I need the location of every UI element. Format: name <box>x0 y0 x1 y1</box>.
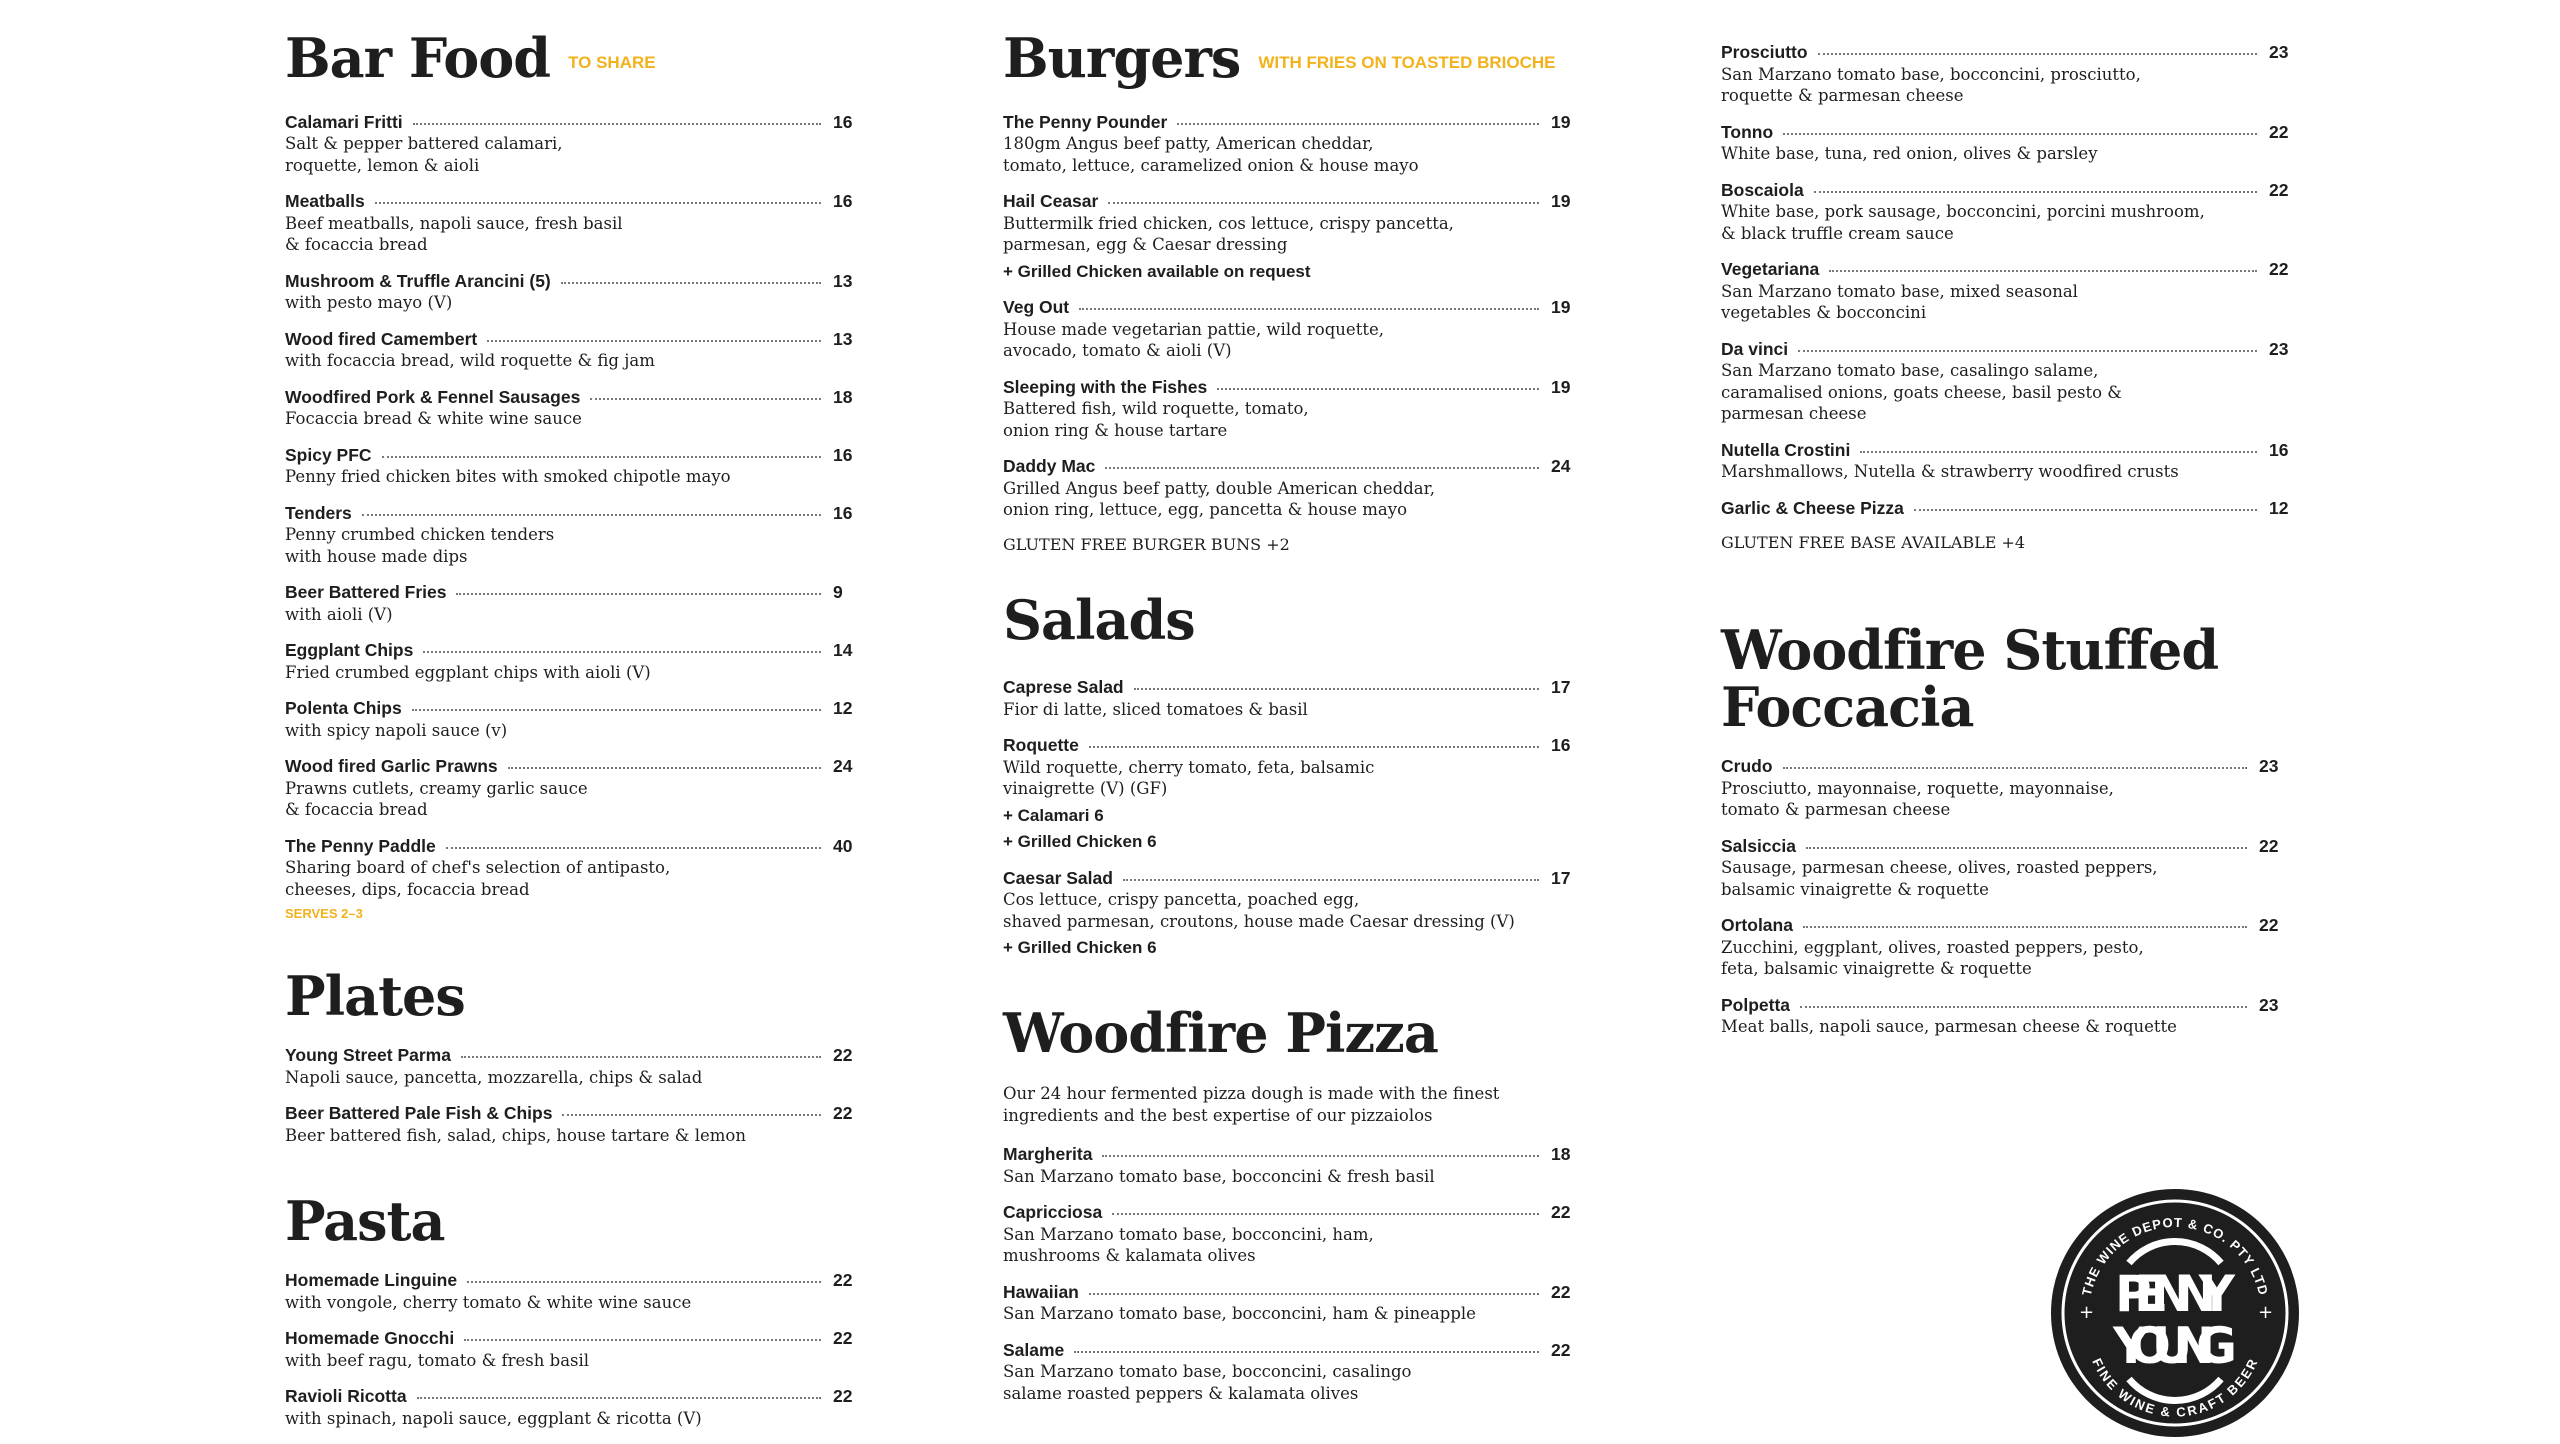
item-name: Nutella Crostini <box>1721 439 1851 460</box>
item-row <box>1003 191 1573 213</box>
section-pizza-continued <box>1721 42 2291 554</box>
dotted-leader <box>464 1339 821 1341</box>
dotted-leader <box>1134 688 1539 690</box>
item-extra: + Grilled Chicken 6 <box>1003 938 1157 957</box>
item-price: 16 <box>833 502 853 523</box>
menu-item <box>1721 42 2291 107</box>
item-price: 14 <box>833 640 853 661</box>
item-name: Meatballs <box>285 191 365 212</box>
item-row <box>1003 677 1573 699</box>
menu-item <box>1721 259 2291 324</box>
menu-item <box>1003 1282 1573 1325</box>
item-name: Spicy PFC <box>285 444 372 465</box>
dotted-leader <box>467 1281 821 1283</box>
menu-item <box>285 836 855 922</box>
item-price: 16 <box>1551 735 1571 755</box>
item-row <box>285 1103 855 1125</box>
menu-item <box>1721 915 2281 980</box>
menu-item <box>285 582 855 625</box>
item-price: 23 <box>2269 42 2289 62</box>
item-description: Focaccia bread & white wine sauce <box>285 409 582 429</box>
item-row <box>285 1270 855 1292</box>
item-description: with beef ragu, tomato & fresh basil <box>285 1350 590 1370</box>
item-name: Mushroom & Truffle Arancini (5) <box>285 270 551 291</box>
section-subtitle: WITH FRIES ON TOASTED BRIOCHE <box>1258 52 1556 72</box>
item-description: Fried crumbed eggplant chips with aioli (V) <box>285 662 651 682</box>
item-row <box>285 1045 855 1067</box>
item-name: Hawaiian <box>1003 1281 1079 1302</box>
item-row <box>1003 735 1573 757</box>
item-description: Napoli sauce, pancetta, mozzarella, chips & salad <box>285 1067 703 1087</box>
item-row <box>1721 440 2291 462</box>
item-extra: + Grilled Chicken available on request <box>1003 261 1311 281</box>
item-name: Ortolana <box>1721 915 1793 935</box>
menu-item <box>285 1328 855 1371</box>
item-description: San Marzano tomato base, bocconcini, ham & pineapple <box>1003 1304 1476 1323</box>
menu-item <box>285 698 855 741</box>
dotted-leader <box>1814 191 2257 193</box>
item-row <box>1003 456 1573 478</box>
menu-item <box>285 112 855 177</box>
item-price: 22 <box>1551 1339 1571 1360</box>
item-row <box>1721 122 2291 144</box>
item-row <box>285 503 855 525</box>
item-price: 19 <box>1551 191 1571 212</box>
item-name: Daddy Mac <box>1003 456 1096 477</box>
menu-item <box>1721 756 2281 821</box>
item-description: San Marzano tomato base, bocconcini, casalingo salame roasted peppers & kalamata olives <box>1003 1362 1412 1403</box>
item-row <box>1721 339 2291 361</box>
menu-item <box>1003 735 1573 853</box>
item-price: 9 <box>833 582 843 603</box>
item-row <box>285 582 855 604</box>
item-description: San Marzano tomato base, bocconcini & fresh basil <box>1003 1166 1435 1186</box>
item-price: 22 <box>1551 1281 1571 1302</box>
penny-young-logo <box>2049 1187 2301 1439</box>
item-description: Buttermilk fried chicken, cos lettuce, crispy pancetta, parmesan, egg & Caesar dressing <box>1003 213 1454 255</box>
item-description: Penny fried chicken bites with smoked chipotle mayo <box>285 467 731 487</box>
item-row <box>1721 915 2281 937</box>
menu-item <box>1003 868 1573 959</box>
item-name: Young Street Parma <box>285 1045 451 1065</box>
dotted-leader <box>1123 879 1539 881</box>
item-extra: + Calamari 6 <box>1003 805 1104 825</box>
item-price: 22 <box>833 1045 853 1065</box>
item-list <box>1721 756 2281 1038</box>
item-description: San Marzano tomato base, mixed seasonal vegetables & bocconcini <box>1721 281 2078 322</box>
item-price: 16 <box>2269 439 2289 460</box>
item-name: Eggplant Chips <box>285 640 414 661</box>
dotted-leader <box>1074 1351 1539 1353</box>
item-row <box>1003 1282 1573 1304</box>
item-row <box>1721 836 2281 858</box>
dotted-leader <box>562 1114 821 1116</box>
item-name: Tonno <box>1721 121 1774 142</box>
item-description: Salt & pepper battered calamari, roquette, lemon & aioli <box>285 134 563 175</box>
item-price: 24 <box>833 756 853 777</box>
item-price: 18 <box>1551 1144 1571 1164</box>
item-row <box>1003 1144 1573 1166</box>
item-row <box>285 445 855 467</box>
item-name: Homemade Linguine <box>285 1270 458 1290</box>
item-price: 16 <box>833 111 853 132</box>
item-description: 180gm Angus beef patty, American cheddar, tomato, lettuce, caramelized onion & house mayo <box>1003 134 1419 175</box>
menu-item <box>1003 191 1573 282</box>
item-price: 22 <box>2269 121 2289 142</box>
menu-item <box>1003 1144 1573 1187</box>
dotted-leader <box>417 1397 821 1399</box>
item-list <box>1003 677 1573 959</box>
item-description: Zucchini, eggplant, olives, roasted peppers, pesto, feta, balsamic vinaigrette & roquette <box>1721 937 2144 978</box>
plus-icon: + <box>2258 1302 2274 1323</box>
menu-item <box>285 1386 855 1429</box>
item-price: 17 <box>1551 867 1571 888</box>
item-name: Margherita <box>1003 1144 1093 1164</box>
dotted-leader <box>456 593 821 595</box>
dotted-leader <box>362 514 821 516</box>
item-description: Prawns cutlets, creamy garlic sauce & focaccia bread <box>285 778 588 820</box>
section-title: Pasta <box>285 1189 445 1253</box>
item-description: Grilled Angus beef patty, double American cheddar, onion ring, lettuce, egg, pancetta & house mayo <box>1003 478 1435 520</box>
section-pizza <box>1003 1003 1573 1419</box>
dotted-leader <box>1102 1155 1539 1157</box>
title-text: Burgers <box>1003 26 1241 90</box>
item-price: 22 <box>1551 1202 1571 1222</box>
item-name: Polpetta <box>1721 994 1791 1015</box>
item-price: 19 <box>1551 376 1571 397</box>
item-row <box>1721 259 2291 281</box>
item-name: Ravioli Ricotta <box>285 1386 407 1406</box>
item-name: Beer Battered Pale Fish & Chips <box>285 1103 553 1123</box>
dotted-leader <box>423 651 821 653</box>
menu-item <box>1721 995 2281 1038</box>
item-serves: SERVES 2–3 <box>285 906 363 922</box>
section-salads <box>1003 590 1573 974</box>
item-row <box>1003 1340 1573 1362</box>
menu-item <box>1721 339 2291 425</box>
dotted-leader <box>413 123 821 125</box>
logo-young: YOUNG <box>2113 1317 2237 1375</box>
dotted-leader <box>1800 1006 2247 1008</box>
dotted-leader <box>412 709 821 711</box>
item-row <box>285 836 855 858</box>
item-price: 22 <box>2269 179 2289 200</box>
item-row <box>285 191 855 213</box>
item-row <box>285 698 855 720</box>
section-subtitle: TO SHARE <box>568 52 656 72</box>
item-name: Salame <box>1003 1339 1065 1360</box>
menu-item <box>1003 1202 1573 1267</box>
item-row <box>1003 112 1573 134</box>
dotted-leader <box>1806 847 2247 849</box>
item-price: 16 <box>833 444 853 465</box>
item-description: Beef meatballs, napoli sauce, fresh basil & focaccia bread <box>285 213 623 255</box>
item-row <box>285 1328 855 1350</box>
dotted-leader <box>1177 123 1539 125</box>
item-description: Battered fish, wild roquette, tomato, onion ring & house tartare <box>1003 399 1309 440</box>
item-list <box>1003 1144 1573 1404</box>
item-price: 40 <box>833 835 853 856</box>
item-name: Calamari Fritti <box>285 111 403 132</box>
item-name: Beer Battered Fries <box>285 582 447 603</box>
dotted-leader <box>487 340 821 342</box>
item-row <box>285 387 855 409</box>
item-price: 13 <box>833 270 853 291</box>
item-name: Prosciutto <box>1721 42 1808 62</box>
title-text: Bar Food <box>285 26 551 90</box>
menu-item <box>1003 112 1573 177</box>
section-title <box>285 28 855 93</box>
item-price: 16 <box>833 191 853 212</box>
dotted-leader <box>461 1056 821 1058</box>
item-description: San Marzano tomato base, casalingo salame, caramalised onions, goats cheese, basil pesto & parmesan cheese <box>1721 361 2122 423</box>
dotted-leader <box>1079 308 1539 310</box>
menu-item <box>285 1270 855 1313</box>
menu-item <box>1003 377 1573 442</box>
menu-item <box>1721 180 2291 245</box>
menu-item <box>285 503 855 568</box>
item-description: with spicy napoli sauce (v) <box>285 720 508 740</box>
item-row <box>285 756 855 778</box>
item-price: 18 <box>833 386 853 407</box>
dotted-leader <box>382 456 821 458</box>
menu-item <box>285 640 855 683</box>
item-name: Sleeping with the Fishes <box>1003 376 1208 397</box>
dotted-leader <box>1818 53 2257 55</box>
item-description: with aioli (V) <box>285 604 393 624</box>
item-name: Garlic & Cheese Pizza <box>1721 497 1904 518</box>
dotted-leader <box>1105 467 1539 469</box>
section-burgers <box>1003 28 1573 556</box>
item-name: Boscaiola <box>1721 179 1804 200</box>
item-name: Da vinci <box>1721 338 1789 359</box>
item-price: 22 <box>2259 835 2279 856</box>
dotted-leader <box>1783 133 2257 135</box>
item-row <box>285 329 855 351</box>
item-list <box>285 112 855 922</box>
item-row <box>1003 1202 1573 1224</box>
item-description: Fior di latte, sliced tomatoes & basil <box>1003 699 1308 719</box>
section-foccacia <box>1721 618 2281 1053</box>
item-price: 23 <box>2259 994 2279 1015</box>
item-description: Penny crumbed chicken tenders with house made dips <box>285 525 555 566</box>
item-description: Meat balls, napoli sauce, parmesan cheese & roquette <box>1721 1017 2177 1036</box>
item-price: 22 <box>2259 915 2279 935</box>
menu-item <box>1003 1340 1573 1405</box>
pizza-intro: Our 24 hour fermented pizza dough is made with the finest ingredients and the best expertise of our pizzaiolos <box>1003 1084 1500 1125</box>
item-row <box>1721 756 2281 778</box>
menu-item <box>285 1103 855 1146</box>
item-price: 12 <box>833 698 853 719</box>
plus-icon: + <box>2079 1302 2095 1323</box>
item-price: 17 <box>1551 677 1571 697</box>
item-name: Roquette <box>1003 735 1079 755</box>
item-row <box>1721 180 2291 202</box>
item-row <box>1721 42 2291 64</box>
menu-item <box>285 1045 855 1088</box>
item-name: The Penny Paddle <box>285 835 436 856</box>
gluten-free-note: GLUTEN FREE BASE AVAILABLE +4 <box>1721 533 2026 552</box>
item-description: House made vegetarian pattie, wild roquette, avocado, tomato & aioli (V) <box>1003 319 1384 361</box>
dotted-leader <box>1112 1213 1539 1215</box>
item-row <box>285 640 855 662</box>
item-description: San Marzano tomato base, bocconcini, prosciutto, roquette & parmesan cheese <box>1721 64 2141 105</box>
item-price: 22 <box>833 1103 853 1123</box>
menu-item <box>285 271 855 314</box>
item-name: Veg Out <box>1003 297 1070 318</box>
item-name: Homemade Gnocchi <box>285 1328 455 1348</box>
dotted-leader <box>561 282 821 284</box>
item-name: Capricciosa <box>1003 1202 1103 1222</box>
item-list <box>285 1045 855 1146</box>
item-row <box>285 112 855 134</box>
dotted-leader <box>508 767 821 769</box>
item-description: with pesto mayo (V) <box>285 293 453 313</box>
menu-item <box>1721 836 2281 901</box>
dotted-leader <box>1089 1293 1539 1295</box>
dotted-leader <box>1108 202 1539 204</box>
item-name: Woodfired Pork & Fennel Sausages <box>285 386 581 407</box>
section-bar-food <box>285 28 855 936</box>
item-description: White base, tuna, red onion, olives & parsley <box>1721 144 2098 163</box>
item-description: with focaccia bread, wild roquette & fig jam <box>285 351 655 371</box>
item-list <box>285 1270 855 1429</box>
item-name: Hail Ceasar <box>1003 191 1099 212</box>
item-name: Vegetariana <box>1721 259 1820 279</box>
dotted-leader <box>1217 388 1539 390</box>
menu-item <box>285 445 855 488</box>
menu-item <box>1721 498 2291 520</box>
item-name: Tenders <box>285 502 352 523</box>
section-title <box>1003 28 1573 93</box>
item-description: Sausage, parmesan cheese, olives, roasted peppers, balsamic vinaigrette & roquette <box>1721 858 2158 899</box>
item-row <box>285 1386 855 1408</box>
menu-item <box>285 387 855 430</box>
item-price: 22 <box>2269 259 2289 279</box>
gluten-free-note: GLUTEN FREE BURGER BUNS +2 <box>1003 534 1290 554</box>
item-name: Caesar Salad <box>1003 867 1113 888</box>
item-description: Beer battered fish, salad, chips, house tartare & lemon <box>285 1125 746 1145</box>
menu-item <box>1003 297 1573 362</box>
item-description: Sharing board of chef's selection of antipasto, cheeses, dips, focaccia bread <box>285 858 671 899</box>
item-description: Marshmallows, Nutella & strawberry woodfired crusts <box>1721 462 2179 481</box>
item-name: Wood fired Camembert <box>285 328 478 349</box>
section-title: Salads <box>1003 588 1195 652</box>
dotted-leader <box>1914 509 2257 511</box>
item-list <box>1003 112 1573 521</box>
dotted-leader <box>446 847 821 849</box>
dotted-leader <box>1089 746 1539 748</box>
item-row <box>285 271 855 293</box>
item-description: with spinach, napoli sauce, eggplant & ricotta (V) <box>285 1408 702 1428</box>
menu-item <box>1721 122 2291 165</box>
item-name: Salsiccia <box>1721 835 1796 856</box>
item-price: 24 <box>1551 456 1571 477</box>
logo-penny: PENNY <box>2115 1265 2235 1323</box>
menu-item <box>285 329 855 372</box>
dotted-leader <box>1798 350 2257 352</box>
section-title: Plates <box>285 964 465 1028</box>
item-price: 22 <box>833 1386 853 1406</box>
item-row <box>1003 377 1573 399</box>
menu-item <box>1003 456 1573 521</box>
item-description: San Marzano tomato base, bocconcini, ham, mushrooms & kalamata olives <box>1003 1224 1374 1265</box>
item-row <box>1003 868 1573 890</box>
dotted-leader <box>1829 270 2257 272</box>
section-title: Woodfire Pizza <box>1003 1001 1438 1065</box>
dotted-leader <box>375 202 821 204</box>
item-description: Prosciutto, mayonnaise, roquette, mayonnaise, tomato & parmesan cheese <box>1721 778 2114 819</box>
dotted-leader <box>590 398 821 400</box>
logo-top-text: THE WINE DEPOT & CO. PTY LTD <box>2078 1214 2272 1298</box>
item-description: with vongole, cherry tomato & white wine sauce <box>285 1292 692 1312</box>
menu-item <box>1003 677 1573 720</box>
section-title: Woodfire Stuffed Foccacia <box>1721 618 2219 739</box>
section-plates <box>285 966 855 1161</box>
item-price: 12 <box>2269 497 2289 518</box>
item-price: 13 <box>833 328 853 349</box>
item-price: 23 <box>2269 338 2289 359</box>
item-description: Wild roquette, cherry tomato, feta, balsamic vinaigrette (V) (GF) <box>1003 757 1375 798</box>
item-description: Cos lettuce, crispy pancetta, poached egg, shaved parmesan, croutons, house made Caesar dressing (V) <box>1003 890 1515 931</box>
item-name: Caprese Salad <box>1003 677 1124 697</box>
menu-item <box>285 191 855 256</box>
item-price: 22 <box>833 1270 853 1290</box>
item-name: Crudo <box>1721 756 1773 776</box>
section-pasta <box>285 1191 855 1444</box>
item-description: White base, pork sausage, bocconcini, porcini mushroom, & black truffle cream sauce <box>1721 202 2205 243</box>
menu-item <box>1721 440 2291 483</box>
item-list <box>1721 42 2291 519</box>
item-extra: + Grilled Chicken 6 <box>1003 832 1157 851</box>
dotted-leader <box>1783 767 2247 769</box>
dotted-leader <box>1803 926 2247 928</box>
item-row <box>1003 297 1573 319</box>
item-name: Polenta Chips <box>285 698 402 719</box>
item-row <box>1721 995 2281 1017</box>
menu-item <box>285 756 855 821</box>
dotted-leader <box>1860 451 2257 453</box>
item-price: 22 <box>833 1328 853 1348</box>
item-row <box>1721 498 2291 520</box>
item-name: The Penny Pounder <box>1003 111 1168 132</box>
item-name: Wood fired Garlic Prawns <box>285 756 498 777</box>
item-price: 19 <box>1551 297 1571 318</box>
item-price: 19 <box>1551 111 1571 132</box>
logo-bottom-text: FINE WINE & CRAFT BEER <box>2089 1355 2261 1420</box>
item-price: 23 <box>2259 756 2279 776</box>
